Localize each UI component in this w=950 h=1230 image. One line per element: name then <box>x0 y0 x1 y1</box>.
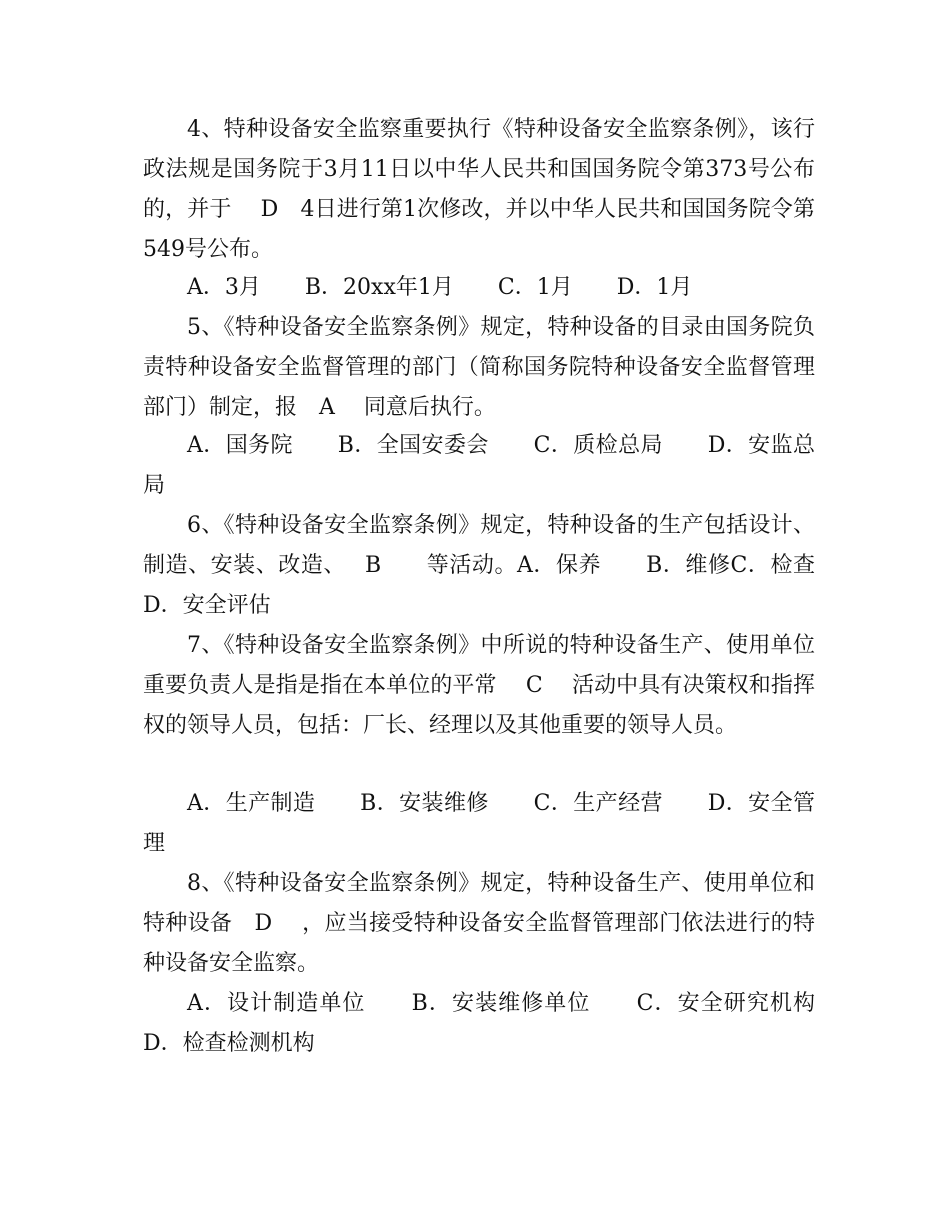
question-4-options: A．3月 B．20xx年1月 C．1月 D．1月 <box>187 275 693 300</box>
question-8-options: A．设计制造单位 B．安装维修单位 C．安全研究机构D．检查检测机构 <box>143 991 815 1056</box>
question-6-stem: 6、《特种设备安全监察条例》规定，特种设备的生产包括设计、制造、安装、改造、 B 等活动。A．保养 B．维修C．检查 D．安全评估 <box>143 513 860 618</box>
question-4-stem: 4、特种设备安全监察重要执行《特种设备安全监察条例》，该行政法规是国务院于3月11日以中华人民共和国国务院令第373号公布的，并于 D 4日进行第1次修改，并以中华人民共和国国务院令第549号公布。 <box>143 117 815 262</box>
question-7-options: A．生产制造 B．安装维修 C．生产经营 D．安全管理 <box>143 791 815 856</box>
question-7-stem: 7、《特种设备安全监察条例》中所说的特种设备生产、使用单位重要负责人是指是指在本单位的平常 C 活动中具有决策权和指挥权的领导人员，包括：厂长、经理以及其他重要的领导人员。 <box>143 633 815 738</box>
question-5-options: A．国务院 B．全国安委会 C．质检总局 D．安监总局 <box>143 433 815 498</box>
question-8-stem: 8、《特种设备安全监察条例》规定，特种设备生产、使用单位和特种设备 D ，应当接受特种设备安全监督管理部门依法进行的特种设备安全监察。 <box>143 871 815 976</box>
question-5-stem: 5、《特种设备安全监察条例》规定，特种设备的目录由国务院负责特种设备安全监督管理的部门（简称国务院特种设备安全监督管理部门）制定，报 A 同意后执行。 <box>143 315 815 420</box>
